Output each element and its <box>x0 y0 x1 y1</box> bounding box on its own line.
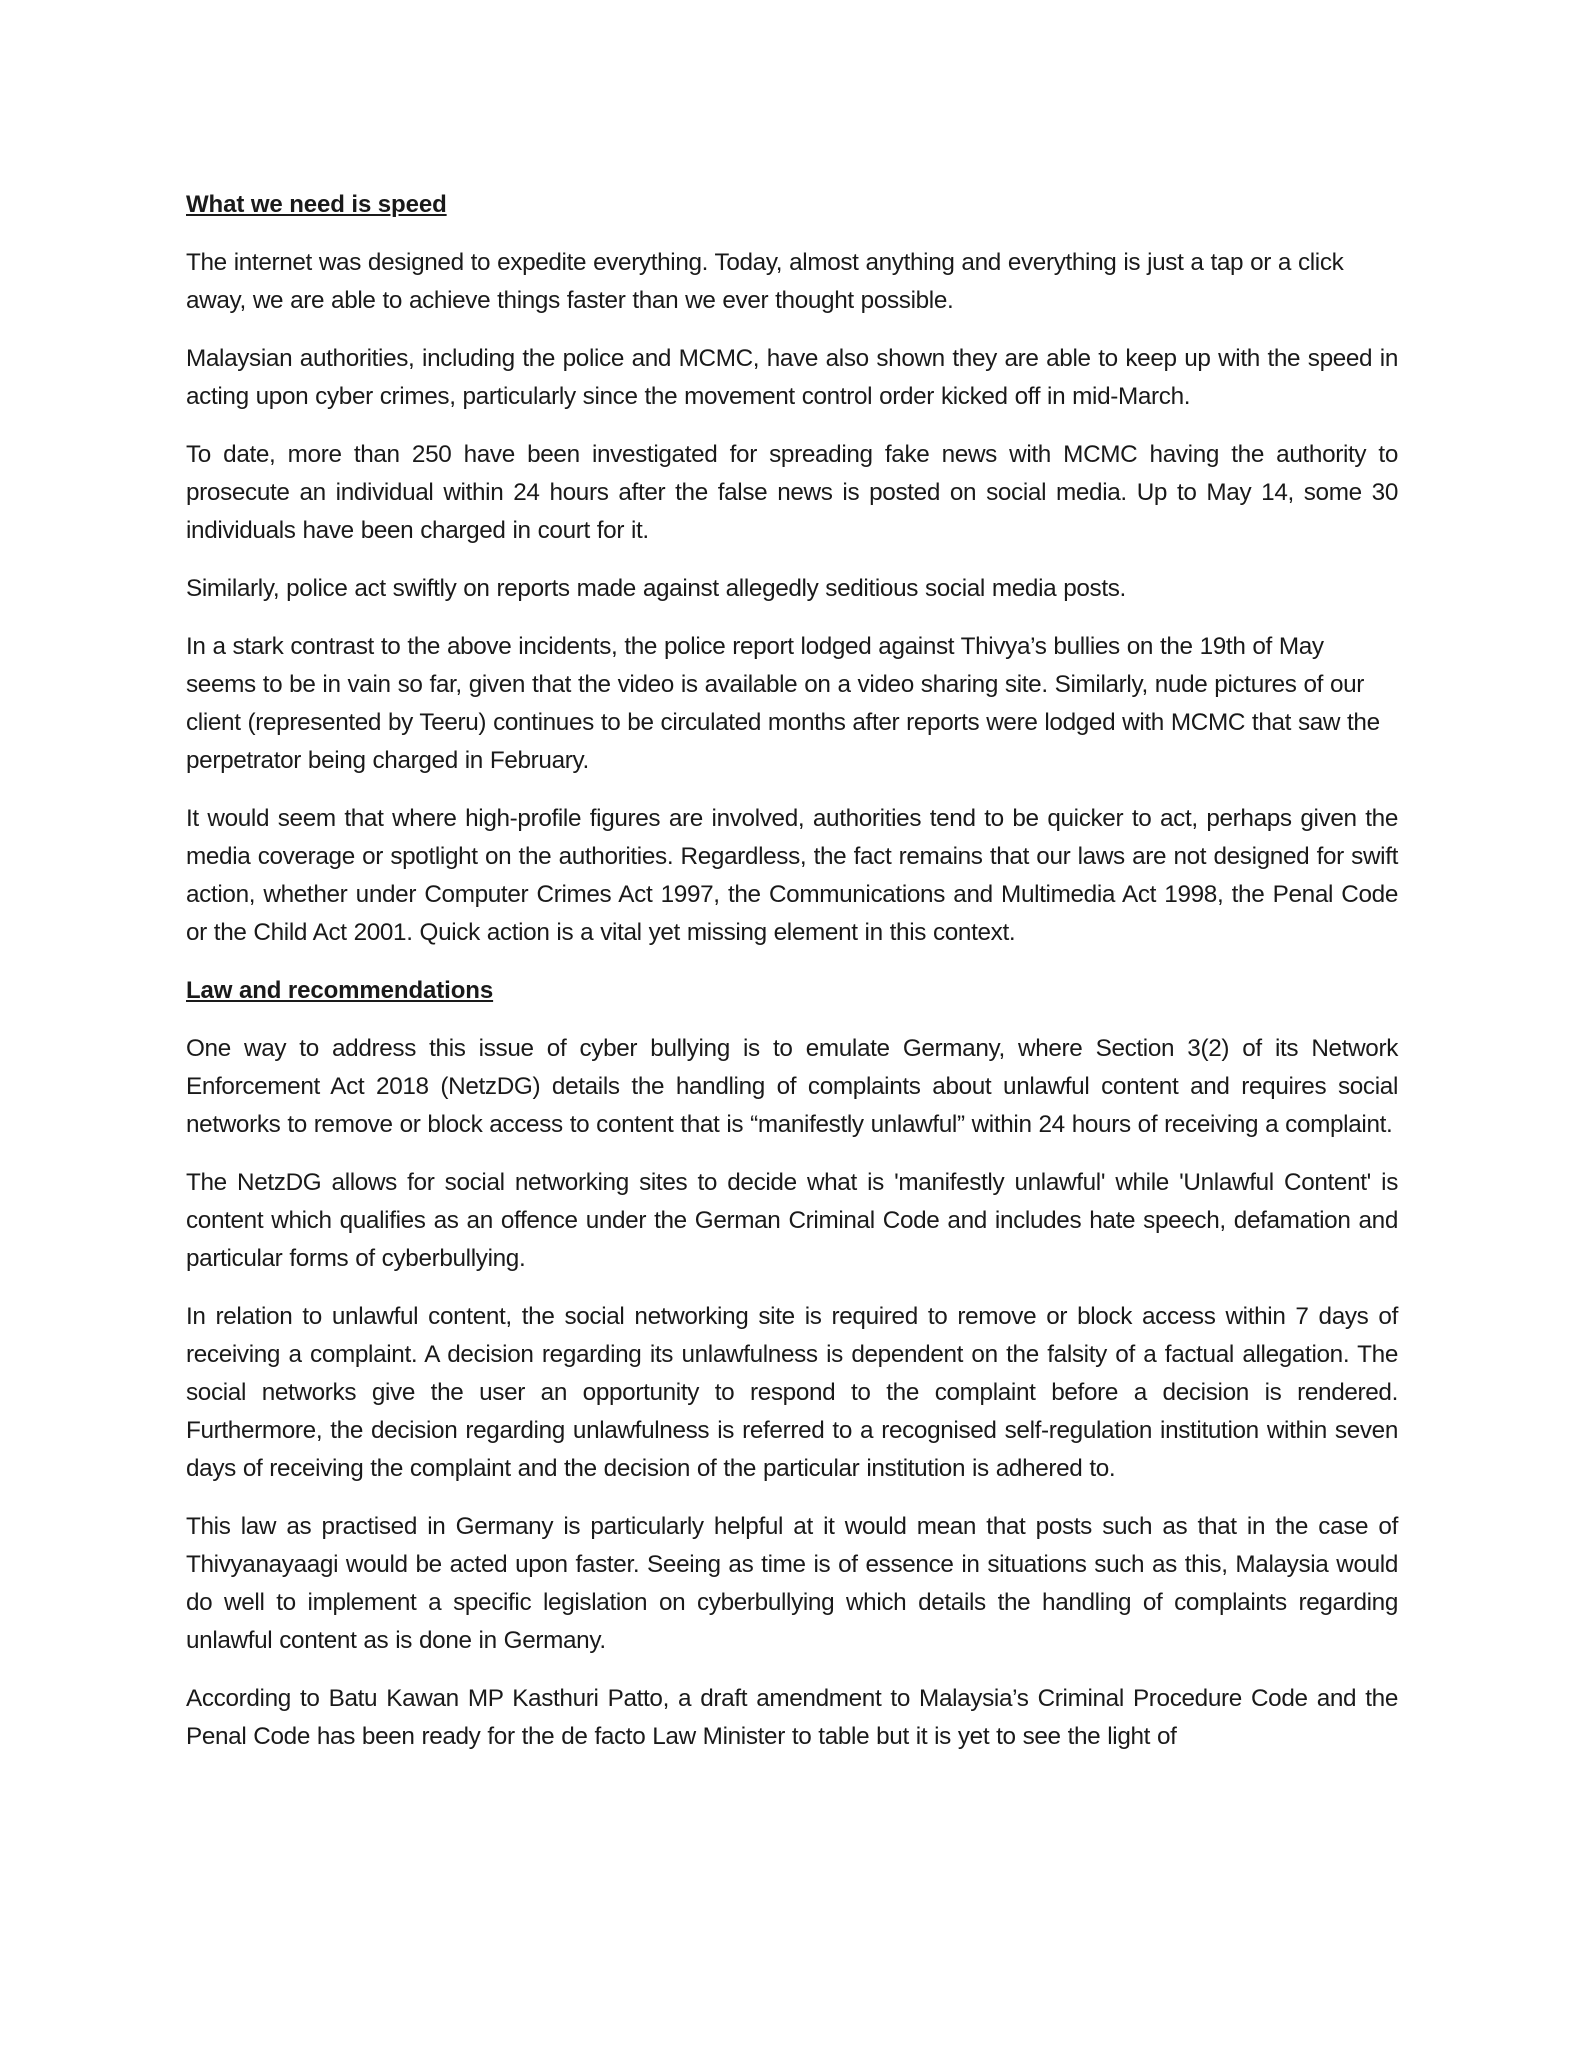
document-page <box>186 186 1398 1756</box>
paragraph: This law as practised in Germany is particularly helpful at it would mean that posts such as that in the case of Thivyanayaagi would be acted upon faster. Seeing as time is of essence in situations such as this, Malaysia would do well to implement a specific legislation on cyberbullying which details the handling of complaints regarding unlawful content as is done in Germany. <box>186 1513 1398 1654</box>
section-speed <box>186 186 1398 952</box>
paragraph: One way to address this issue of cyber bullying is to emulate Germany, where Section 3(2) of its Network Enforcement Act 2018 (NetzDG) details the handling of complaints about unlawful content and requires social networks to remove or block access to content that is “manifestly unlawful” within 24 hours of receiving a complaint. <box>186 1035 1398 1138</box>
paragraph: To date, more than 250 have been investigated for spreading fake news with MCMC having the authority to prosecute an individual within 24 hours after the false news is posted on social media. Up to May 14, some 30 individuals have been charged in court for it. <box>186 441 1398 544</box>
paragraph: In a stark contrast to the above incidents, the police report lodged against Thivya’s bullies on the 19th of May seems to be in vain so far, given that the video is available on a video sharing site. Similarly, nude pictures of our client (represented by Teeru) continues to be circulated months after reports were lodged with MCMC that saw the perpetrator being charged in February. <box>186 633 1380 774</box>
paragraph: Malaysian authorities, including the police and MCMC, have also shown they are able to keep up with the speed in acting upon cyber crimes, particularly since the movement control order kicked off in mid-March. <box>186 345 1398 410</box>
section-heading: What we need is speed <box>186 191 447 218</box>
paragraph: Similarly, police act swiftly on reports made against allegedly seditious social media posts. <box>186 575 1126 602</box>
paragraph: According to Batu Kawan MP Kasthuri Patto, a draft amendment to Malaysia’s Criminal Procedure Code and the Penal Code has been ready for the de facto Law Minister to table but it is yet to see the light of <box>186 1685 1398 1750</box>
paragraph: The internet was designed to expedite everything. Today, almost anything and everything is just a tap or a click away, we are able to achieve things faster than we ever thought possible. <box>186 249 1344 314</box>
paragraph: The NetzDG allows for social networking sites to decide what is 'manifestly unlawful' while 'Unlawful Content' is content which qualifies as an offence under the German Criminal Code and includes hate speech, defamation and particular forms of cyberbullying. <box>186 1169 1398 1272</box>
paragraph: In relation to unlawful content, the social networking site is required to remove or block access within 7 days of receiving a complaint. A decision regarding its unlawfulness is dependent on the falsity of a factual allegation. The social networks give the user an opportunity to respond to the complaint before a decision is rendered. Furthermore, the decision regarding unlawfulness is referred to a recognised self-regulation institution within seven days of receiving the complaint and the decision of the particular institution is adhered to. <box>186 1303 1398 1482</box>
section-law <box>186 972 1398 1756</box>
paragraph: It would seem that where high-profile figures are involved, authorities tend to be quicker to act, perhaps given the media coverage or spotlight on the authorities. Regardless, the fact remains that our laws are not designed for swift action, whether under Computer Crimes Act 1997, the Communications and Multimedia Act 1998, the Penal Code or the Child Act 2001. Quick action is a vital yet missing element in this context. <box>186 805 1398 946</box>
section-heading: Law and recommendations <box>186 977 494 1004</box>
